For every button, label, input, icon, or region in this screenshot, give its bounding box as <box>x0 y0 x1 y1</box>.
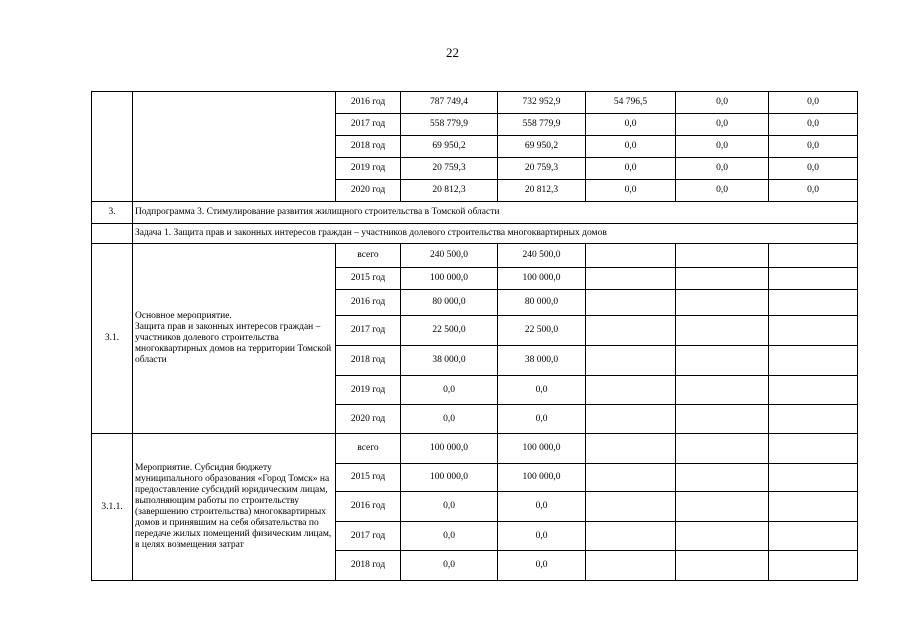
year-cell: всего <box>336 434 401 464</box>
year-cell: 2017 год <box>336 114 401 136</box>
year-cell: 2015 год <box>336 268 401 290</box>
empty-cell <box>586 376 676 405</box>
value-cell: 0,0 <box>498 551 586 581</box>
value-cell: 0,0 <box>769 114 858 136</box>
table-row <box>92 244 858 268</box>
value-cell: 558 779,9 <box>401 114 498 136</box>
value-cell: 0,0 <box>498 376 586 405</box>
value-cell: 0,0 <box>769 92 858 114</box>
empty-cell <box>769 434 858 464</box>
empty-cell <box>676 464 769 492</box>
year-cell: 2018 год <box>336 346 401 376</box>
year-cell: 2020 год <box>336 180 401 202</box>
value-cell: 0,0 <box>586 158 676 180</box>
value-cell: 100 000,0 <box>401 268 498 290</box>
value-cell: 80 000,0 <box>401 290 498 316</box>
empty-cell <box>769 405 858 434</box>
value-cell: 69 950,2 <box>401 136 498 158</box>
year-cell: всего <box>336 244 401 268</box>
value-cell: 38 000,0 <box>401 346 498 376</box>
value-cell: 0,0 <box>586 114 676 136</box>
task-title: Задача 1. Защита прав и законных интересов граждан – участников долевого строительства многоквартирных домов <box>133 224 858 244</box>
empty-cell <box>676 376 769 405</box>
value-cell: 100 000,0 <box>498 268 586 290</box>
value-cell: 100 000,0 <box>498 464 586 492</box>
empty-name-cell <box>133 92 336 202</box>
value-cell: 0,0 <box>401 405 498 434</box>
empty-cell <box>586 492 676 522</box>
empty-cell <box>769 244 858 268</box>
empty-cell <box>676 290 769 316</box>
value-cell: 0,0 <box>769 180 858 202</box>
empty-cell <box>676 244 769 268</box>
value-cell: 0,0 <box>498 522 586 551</box>
value-cell: 0,0 <box>676 114 769 136</box>
measure-3-1-1-body <box>92 434 858 581</box>
value-cell: 0,0 <box>676 180 769 202</box>
year-cell: 2019 год <box>336 376 401 405</box>
value-cell: 0,0 <box>586 136 676 158</box>
value-cell: 38 000,0 <box>498 346 586 376</box>
value-cell: 0,0 <box>769 136 858 158</box>
value-cell: 732 952,9 <box>498 92 586 114</box>
value-cell: 0,0 <box>676 92 769 114</box>
empty-cell <box>769 551 858 581</box>
value-cell: 0,0 <box>401 376 498 405</box>
empty-cell <box>676 268 769 290</box>
year-cell: 2016 год <box>336 492 401 522</box>
value-cell: 20 759,3 <box>498 158 586 180</box>
measure-code: 3.1.1. <box>92 434 133 581</box>
empty-code-cell <box>92 92 133 202</box>
empty-cell <box>769 316 858 346</box>
empty-cell <box>676 346 769 376</box>
year-cell: 2019 год <box>336 158 401 180</box>
value-cell: 20 812,3 <box>401 180 498 202</box>
value-cell: 69 950,2 <box>498 136 586 158</box>
empty-cell <box>769 376 858 405</box>
empty-cell <box>586 464 676 492</box>
year-cell: 2018 год <box>336 551 401 581</box>
empty-cell <box>769 492 858 522</box>
empty-cell <box>586 434 676 464</box>
value-cell: 100 000,0 <box>401 464 498 492</box>
measure-code: 3.1. <box>92 244 133 434</box>
empty-cell <box>586 316 676 346</box>
empty-cell <box>769 464 858 492</box>
empty-cell <box>586 405 676 434</box>
empty-cell <box>769 268 858 290</box>
empty-cell <box>676 434 769 464</box>
value-cell: 54 796,5 <box>586 92 676 114</box>
value-cell: 0,0 <box>401 492 498 522</box>
value-cell: 0,0 <box>498 492 586 522</box>
empty-cell <box>586 346 676 376</box>
empty-cell <box>586 244 676 268</box>
measure-name: Мероприятие. Субсидия бюджету муниципального образования «Город Томск» на предоставление субсидий юридическим лицам, выполняющим работы по строительству (завершению строительства) многоквартирных домов и принявшим на себя обязательства по передаче жилых помещений физическим лицам, в целях возмещения затрат <box>133 434 336 581</box>
empty-cell <box>769 290 858 316</box>
table-row <box>92 92 858 114</box>
value-cell: 0,0 <box>401 551 498 581</box>
section1-body <box>92 92 858 244</box>
empty-cell <box>676 522 769 551</box>
year-cell: 2017 год <box>336 316 401 346</box>
measure-name: Основное мероприятие. Защита прав и законных интересов граждан – участников долевого строительства многоквартирных домов на территории Томской области <box>133 244 336 434</box>
value-cell: 22 500,0 <box>498 316 586 346</box>
value-cell: 80 000,0 <box>498 290 586 316</box>
empty-cell <box>676 551 769 581</box>
empty-cell <box>676 405 769 434</box>
value-cell: 100 000,0 <box>498 434 586 464</box>
subprogram-code: 3. <box>92 202 133 224</box>
budget-table <box>91 91 858 581</box>
value-cell: 20 812,3 <box>498 180 586 202</box>
year-cell: 2017 год <box>336 522 401 551</box>
empty-code-cell <box>92 224 133 244</box>
value-cell: 0,0 <box>586 180 676 202</box>
table-row <box>92 434 858 464</box>
year-cell: 2016 год <box>336 290 401 316</box>
subprogram-row <box>92 202 858 224</box>
page-number: 22 <box>446 45 459 60</box>
value-cell: 240 500,0 <box>401 244 498 268</box>
value-cell: 0,0 <box>676 136 769 158</box>
subprogram-title: Подпрограмма 3. Стимулирование развития жилищного строительства в Томской области <box>133 202 858 224</box>
value-cell: 20 759,3 <box>401 158 498 180</box>
empty-cell <box>586 268 676 290</box>
value-cell: 0,0 <box>498 405 586 434</box>
empty-cell <box>769 346 858 376</box>
empty-cell <box>586 290 676 316</box>
value-cell: 240 500,0 <box>498 244 586 268</box>
empty-cell <box>676 492 769 522</box>
value-cell: 22 500,0 <box>401 316 498 346</box>
value-cell: 0,0 <box>769 158 858 180</box>
empty-cell <box>676 316 769 346</box>
value-cell: 558 779,9 <box>498 114 586 136</box>
empty-cell <box>769 522 858 551</box>
task-row <box>92 224 858 244</box>
year-cell: 2016 год <box>336 92 401 114</box>
year-cell: 2020 год <box>336 405 401 434</box>
empty-cell <box>586 522 676 551</box>
year-cell: 2015 год <box>336 464 401 492</box>
value-cell: 0,0 <box>676 158 769 180</box>
measure-3-1-body <box>92 244 858 434</box>
value-cell: 100 000,0 <box>401 434 498 464</box>
value-cell: 787 749,4 <box>401 92 498 114</box>
year-cell: 2018 год <box>336 136 401 158</box>
value-cell: 0,0 <box>401 522 498 551</box>
empty-cell <box>586 551 676 581</box>
